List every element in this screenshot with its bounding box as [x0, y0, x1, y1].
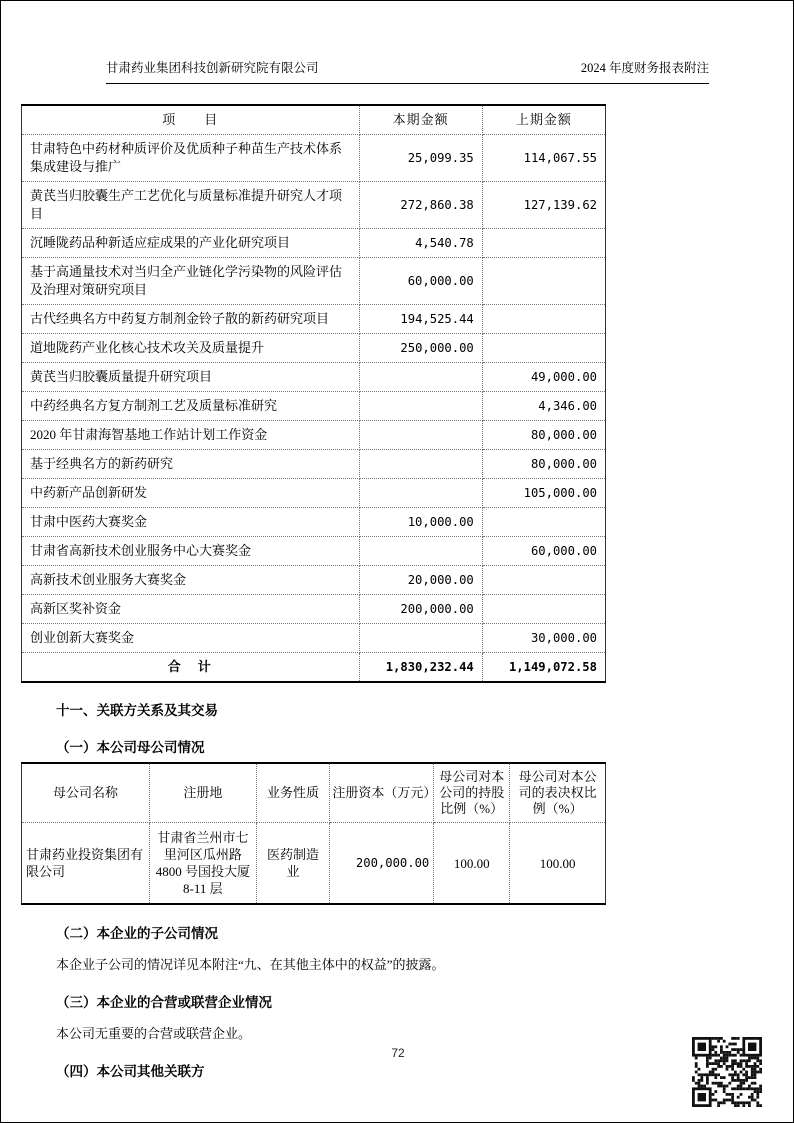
section-title-related-party: 十一、关联方关系及其交易: [56, 703, 218, 718]
business-nature-cell: 医药制造业: [256, 823, 330, 905]
current-amount-cell: 20,000.00: [359, 566, 482, 595]
current-amount-cell: 194,525.44: [359, 305, 482, 334]
qr-code: [692, 1037, 762, 1107]
table-row: [22, 566, 606, 595]
current-amount-cell: [359, 479, 482, 508]
project-name-cell: 基于高通量技术对当归全产业链化学污染物的风险评估及治理对策研究项目: [22, 258, 360, 305]
prior-amount-cell: [482, 595, 605, 624]
prior-amount-cell: [482, 334, 605, 363]
prior-amount-cell: 49,000.00: [482, 363, 605, 392]
project-name-cell: 黄芪当归胶囊生产工艺优化与质量标准提升研究人才项目: [22, 182, 360, 229]
subsection-subsidiaries: （二）本企业的子公司情况: [56, 926, 218, 941]
col-header-voting-ratio: 母公司对本公司的表决权比例（%）: [510, 763, 606, 823]
project-name-cell: 道地陇药产业化核心技术攻关及质量提升: [22, 334, 360, 363]
project-name-cell: 高新区奖补资金: [22, 595, 360, 624]
project-name-cell: 黄芪当归胶囊质量提升研究项目: [22, 363, 360, 392]
project-name-cell: 甘肃中医药大赛奖金: [22, 508, 360, 537]
prior-amount-cell: 60,000.00: [482, 537, 605, 566]
project-name-cell: 基于经典名方的新药研究: [22, 450, 360, 479]
current-amount-cell: 4,540.78: [359, 229, 482, 258]
current-amount-cell: [359, 363, 482, 392]
prior-amount-cell: 127,139.62: [482, 182, 605, 229]
col-header-parent-name: 母公司名称: [22, 763, 150, 823]
total-current-amount: 1,830,232.44: [359, 653, 482, 683]
prior-amount-cell: 114,067.55: [482, 135, 605, 182]
current-amount-cell: 10,000.00: [359, 508, 482, 537]
subsidiaries-text: 本企业子公司的情况详见本附注“九、在其他主体中的权益”的披露。: [56, 957, 445, 972]
prior-amount-cell: 80,000.00: [482, 421, 605, 450]
joint-ventures-text: 本公司无重要的合营或联营企业。: [56, 1026, 252, 1041]
project-name-cell: 沉睡陇药品种新适应症成果的产业化研究项目: [22, 229, 360, 258]
total-row: [22, 653, 606, 683]
current-amount-cell: [359, 624, 482, 653]
table-row: [22, 334, 606, 363]
total-label: 合 计: [22, 653, 360, 683]
grants-table-body: [22, 135, 606, 653]
table-row: [22, 508, 606, 537]
col-header-registered-place: 注册地: [149, 763, 256, 823]
grants-header-row: [22, 105, 606, 135]
registered-capital-cell: 200,000.00: [330, 823, 434, 905]
project-name-cell: 中药新产品创新研发: [22, 479, 360, 508]
table-row: [22, 182, 606, 229]
table-row: [22, 450, 606, 479]
parent-table-header-row: [22, 763, 606, 823]
prior-amount-cell: [482, 305, 605, 334]
prior-amount-cell: 80,000.00: [482, 450, 605, 479]
prior-amount-cell: 30,000.00: [482, 624, 605, 653]
subsection-joint-ventures: （三）本企业的合营或联营企业情况: [56, 995, 272, 1010]
table-row: [22, 537, 606, 566]
parent-company-row: [22, 823, 606, 905]
subsection-other-related-parties: （四）本公司其他关联方: [56, 1064, 205, 1079]
project-name-cell: 甘肃特色中药材种质评价及优质种子种苗生产技术体系集成建设与推广: [22, 135, 360, 182]
project-name-cell: 中药经典名方复方制剂工艺及质量标准研究: [22, 392, 360, 421]
table-row: [22, 229, 606, 258]
project-name-cell: 高新技术创业服务大赛奖金: [22, 566, 360, 595]
parent-name-cell: 甘肃药业投资集团有限公司: [22, 823, 150, 905]
shareholding-ratio-cell: 100.00: [434, 823, 510, 905]
col-header-current-amount: 本期金额: [359, 105, 482, 135]
current-amount-cell: [359, 537, 482, 566]
col-header-item: 项 目: [22, 105, 360, 135]
table-row: [22, 392, 606, 421]
table-row: [22, 479, 606, 508]
table-row: [22, 135, 606, 182]
project-name-cell: 古代经典名方中药复方制剂金铃子散的新药研究项目: [22, 305, 360, 334]
prior-amount-cell: [482, 566, 605, 595]
subsection-parent-company: （一）本公司母公司情况: [56, 740, 205, 755]
current-amount-cell: 250,000.00: [359, 334, 482, 363]
current-amount-cell: [359, 421, 482, 450]
col-header-registered-capital: 注册资本（万元）: [330, 763, 434, 823]
table-row: [22, 624, 606, 653]
project-name-cell: 创业创新大赛奖金: [22, 624, 360, 653]
company-name: 甘肃药业集团科技创新研究院有限公司: [106, 61, 319, 75]
prior-amount-cell: [482, 229, 605, 258]
table-row: [22, 305, 606, 334]
col-header-shareholding-ratio: 母公司对本公司的持股比例（%）: [434, 763, 510, 823]
prior-amount-cell: 105,000.00: [482, 479, 605, 508]
project-name-cell: 甘肃省高新技术创业服务中心大赛奖金: [22, 537, 360, 566]
prior-amount-cell: 4,346.00: [482, 392, 605, 421]
table-row: [22, 258, 606, 305]
current-amount-cell: 25,099.35: [359, 135, 482, 182]
grants-table: [21, 104, 606, 683]
current-amount-cell: [359, 392, 482, 421]
page-header: [106, 58, 709, 84]
col-header-prior-amount: 上期金额: [482, 105, 605, 135]
table-row: [22, 595, 606, 624]
table-row: [22, 363, 606, 392]
parent-company-table: [21, 762, 606, 905]
total-prior-amount: 1,149,072.58: [482, 653, 605, 683]
current-amount-cell: 272,860.38: [359, 182, 482, 229]
page-number: 72: [391, 1046, 405, 1060]
current-amount-cell: 200,000.00: [359, 595, 482, 624]
current-amount-cell: [359, 450, 482, 479]
prior-amount-cell: [482, 508, 605, 537]
table-row: [22, 421, 606, 450]
prior-amount-cell: [482, 258, 605, 305]
doc-title: 2024 年度财务报表附注: [580, 61, 709, 75]
project-name-cell: 2020 年甘肃海智基地工作站计划工作资金: [22, 421, 360, 450]
voting-ratio-cell: 100.00: [510, 823, 606, 905]
current-amount-cell: 60,000.00: [359, 258, 482, 305]
registered-place-cell: 甘肃省兰州市七里河区瓜州路4800 号国投大厦8-11 层: [149, 823, 256, 905]
col-header-business-nature: 业务性质: [256, 763, 330, 823]
